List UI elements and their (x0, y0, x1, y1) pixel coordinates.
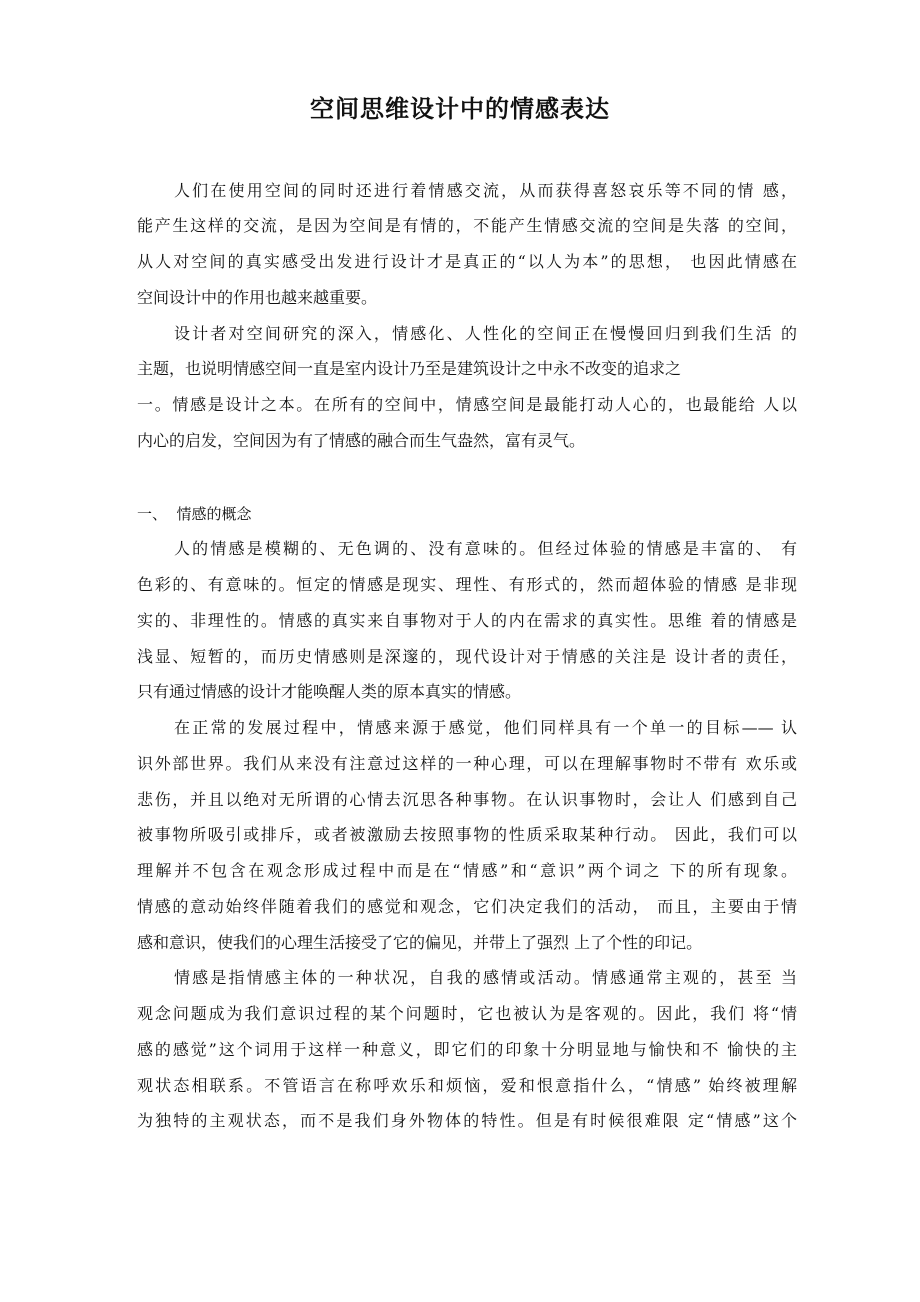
paragraph-3-line: 只有通过情感的设计才能唤醒人类的原本真实的情感。 (137, 682, 522, 701)
paragraph-4-line: 感和意识，使我们的心理生活接受了它的偏见，并带上了强烈 上了个性的印记。 (137, 933, 703, 952)
section-heading: 一、 情感的概念 (137, 505, 252, 523)
paragraph-1-line: 人们在使用空间的同时还进行着情感交流，从而获得喜怒哀乐等不同的情 感， (174, 181, 797, 200)
paragraph-1-line: 从人对空间的真实感受出发进行设计才是真正的“以人为本”的思想， 也因此情感在 (137, 252, 797, 271)
paragraph-2-line: 主题，也说明情感空间一直是室内设计乃至是建筑设计之中永不改变的追求之 (137, 359, 682, 378)
document-title: 空间思维设计中的情感表达 (310, 95, 610, 123)
paragraph-2-line: 内心的启发，空间因为有了情感的融合而生气盎然，富有灵气。 (137, 431, 586, 450)
paragraph-4-line: 情感的意动始终伴随着我们的感觉和观念，它们决定我们的活动， 而且，主要由于情 (137, 897, 797, 916)
paragraph-3-line: 色彩的、有意味的。恒定的情感是现实、理性、有形式的，然而超体验的情感 是非现 (137, 575, 797, 594)
paragraph-2-line: 一。情感是设计之本。在所有的空间中，情感空间是最能打动人心的，也最能给 人以 (137, 395, 797, 414)
paragraph-1-line: 空间设计中的作用也越来越重要。 (137, 288, 378, 307)
paragraph-4-line: 在正常的发展过程中，情感来源于感觉，他们同样具有一个单一的目标—— 认 (174, 718, 797, 737)
paragraph-1-line: 能产生这样的交流，是因为空间是有情的，不能产生情感交流的空间是失落 的空间， (137, 216, 797, 235)
paragraph-4-line: 被事物所吸引或排斥，或者被激励去按照事物的性质采取某种行动。 因此，我们可以 (137, 825, 797, 844)
paragraph-5-line: 感的感觉”这个词用于这样一种意义，即它们的印象十分明显地与愉快和不 愉快的主 (137, 1040, 797, 1059)
paragraph-3-line: 浅显、短暂的，而历史情感则是深邃的，现代设计对于情感的关注是 设计者的责任， (137, 647, 797, 666)
paragraph-5-line: 观状态相联系。不管语言在称呼欢乐和烦恼，爱和恨意指什么，“情感” 始终被理解 (137, 1076, 797, 1095)
paragraph-4-line: 理解并不包含在观念形成过程中而是在“情感”和“意识”两个词之 下的所有现象。 (137, 861, 797, 880)
paragraph-4-line: 识外部世界。我们从来没有注意过这样的一种心理，可以在理解事物时不带有 欢乐或 (137, 754, 797, 773)
paragraph-4-line: 悲伤，并且以绝对无所谓的心情去沉思各种事物。在认识事物时，会让人 们感到自己 (137, 790, 797, 809)
paragraph-2-line: 设计者对空间研究的深入，情感化、人性化的空间正在慢慢回归到我们生活 的 (174, 324, 797, 343)
paragraph-5-line: 观念问题成为我们意识过程的某个问题时，它也被认为是客观的。因此，我们 将“情 (137, 1004, 797, 1023)
paragraph-5-line: 情感是指情感主体的一种状况，自我的感情或活动。情感通常主观的，甚至 当 (174, 968, 797, 987)
paragraph-3-line: 人的情感是模糊的、无色调的、没有意味的。但经过体验的情感是丰富的、 有 (174, 539, 797, 558)
paragraph-5-line: 为独特的主观状态，而不是我们身外物体的特性。但是有时候很难限 定“情感”这个 (137, 1111, 797, 1130)
paragraph-3-line: 实的、非理性的。情感的真实来自事物对于人的内在需求的真实性。思维 着的情感是 (137, 611, 797, 630)
